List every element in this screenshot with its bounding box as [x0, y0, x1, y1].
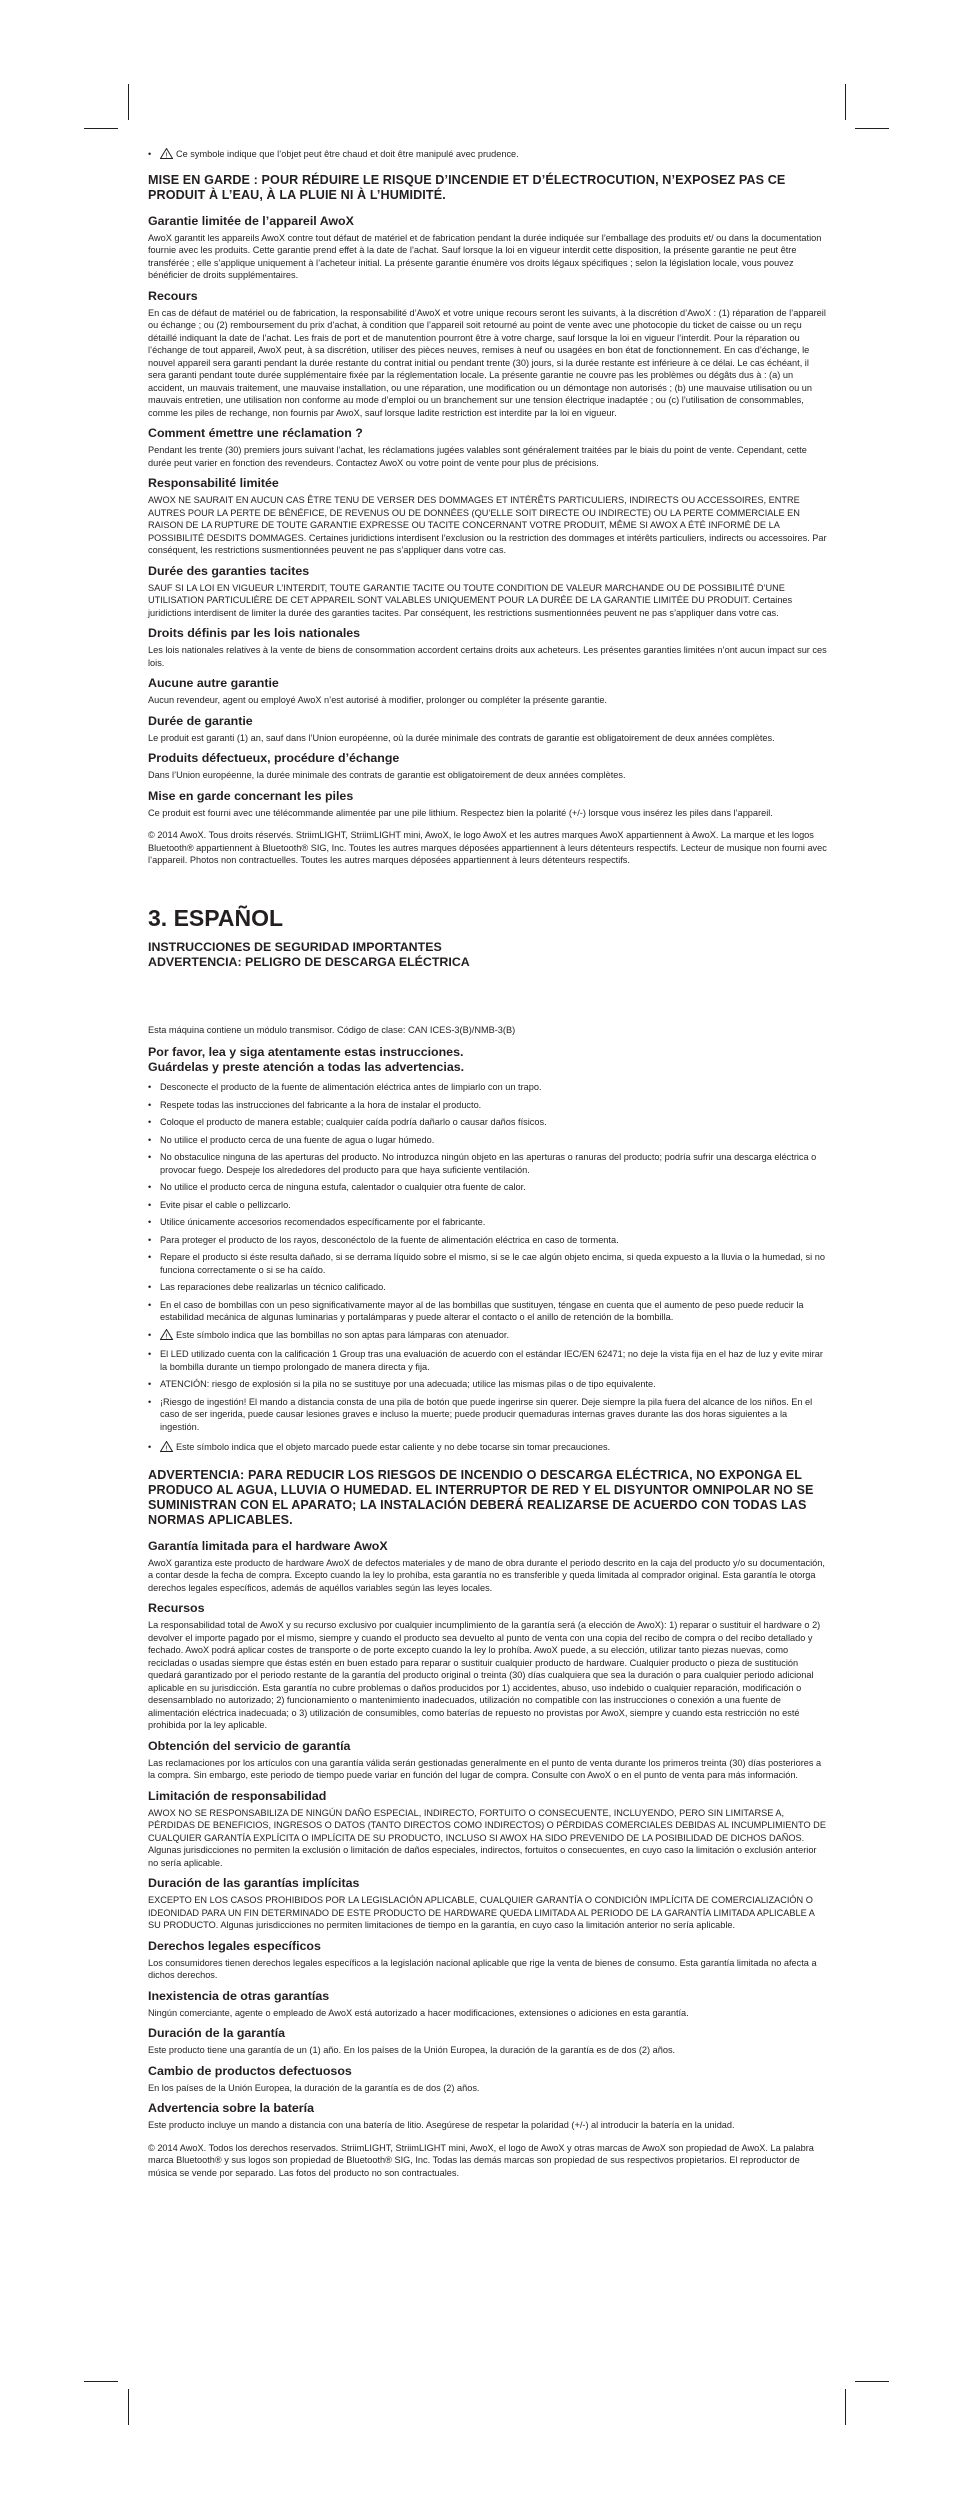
- list-item: • Las reparaciones debe realizarlas un técnico calificado.: [148, 1281, 828, 1294]
- fr-sections: [148, 214, 828, 820]
- section-heading: Comment émettre une réclamation ?: [148, 426, 363, 440]
- warning-triangle-icon: [160, 1329, 173, 1344]
- es-subtitle-1: INSTRUCCIONES DE SEGURIDAD IMPORTANTES: [148, 939, 442, 954]
- es-hot-symbol-text: Este símbolo indica que el objeto marcado puede estar caliente y no debe tocarse sin tomar precauciones.: [176, 1442, 611, 1452]
- es-lamp-symbol-text: Este símbolo indica que las bombillas no son aptas para lámparas con atenuador.: [176, 1329, 509, 1340]
- warning-triangle-icon: [160, 148, 173, 163]
- svg-text:!: • !: [165, 151, 168, 159]
- hot-symbol-note: [148, 148, 828, 163]
- section-body: Aucun revendeur, agent ou employé AwoX n’est autorisé à modifier, prolonger ou compléter la présente garantie.: [148, 695, 607, 705]
- es-sections: [148, 1539, 828, 2132]
- section-heading: Advertencia sobre la batería: [148, 2101, 314, 2115]
- es-hot-symbol-note: [148, 1441, 828, 1456]
- warranty-section: [148, 751, 828, 782]
- section-body: En cas de défaut de matériel ou de fabrication, la responsabilité d’AwoX et votre unique recours seront les suivants, à la discrétion d’AwoX : (1) réparation de l’appareil ou échange ; ou (2) remboursement du prix d’achat, à condition que l’appareil soit retourné au point de vente avec une photocopie du ticket de caisse ou un reçu détaillé indiquant la date de l’achat. Les frais de port et de manutention pourront être à votre charge, sauf lorsque la loi en vigueur l’interdit. Pour la réparation ou l’échange de tout appareil, AwoX peut, à sa discrétion, utiliser des pièces neuves, remises à neuf ou usagées en bon état de fonctionnement. En cas d’échange, le nouvel appareil sera garanti pendant la durée restante du contrat initial ou pendant trente (30) jours, si la durée restante est inférieure à ce délai. Le cas échéant, il sera garanti pendant toute durée supplémentaire fixée par la réglementation locale. La présente garantie ne couvre pas les problèmes ou dégâts dus à : (a) un accident, un mauvais traitement, une mauvaise installation, ou une réparation, une modification ou un démontage non autorisés ; (b) une mauvaise utilisation ou un mauvais entretien, une utilisation non conforme au mode d’emploi ou un branchement sur une tension électrique inadaptée ; ou (c) l’utilisation de consommables, comme les piles de rechange, non fournis par AwoX, sauf lorsque ladite restriction est interdite par la loi en vigueur.: [148, 307, 826, 418]
- es-transmitter-code: Esta máquina contiene un módulo transmisor. Código de clase: CAN ICES-3(B)/NMB-3(B): [148, 1024, 516, 1035]
- list-item: • No utilice el producto cerca de ninguna estufa, calentador o cualquier otra fuente de calor.: [148, 1181, 828, 1194]
- fr-copyright: © 2014 AwoX. Tous droits réservés. StriimLIGHT, StriimLIGHT mini, AwoX, le logo AwoX et les autres marques AwoX appartiennent à AwoX. La marque et les logos Bluetooth® appartiennent à Bluetooth® SIG, Inc. Toutes les autres marques déposées appartiennent à leurs détenteurs respectifs. Lecteur de musique non fourni avec l’appareil. Photos non contractuelles. Toutes les autres marques déposées appartiennent à leurs détenteurs respectifs.: [148, 830, 827, 865]
- section-heading: Durée des garanties tacites: [148, 563, 310, 578]
- section-body: Le produit est garanti (1) an, sauf dans l’Union européenne, où la durée minimale des contrats de garantie est obligatoirement de deux années complètes.: [148, 732, 775, 743]
- es-lamp-symbol-note: [148, 1329, 828, 1344]
- page-content: [148, 148, 828, 2179]
- list-item: • ATENCIÓN: riesgo de explosión si la pila no se sustituye por una adecuada; utilice las mismas pilas o de tipo equivalente.: [148, 1378, 828, 1391]
- section-body: La responsabilidad total de AwoX y su recurso exclusivo por cualquier incumplimiento de la garantía será (a elección de AwoX): 1) reparar o sustituir el hardware o 2) devolver el importe pagado por el mismo, siempre y cuando el producto sea devuelto al punto de venta con una copia del recibo de compra o del recibo detallado y fechado. AwoX podrá aplicar costes de transporte o de porte excepto cuando la ley lo prohíba. AwoX puede, a su elección, utilizar tanto piezas nuevas, como recicladas o usadas siempre que éstas estén en buen estado para reparar o sustituir cualquier producto de hardware. Cualquier producto o pieza de sustitución quedará garantizado por el periodo restante de la garantía del producto original o treinta (30) días cualquiera que sea la duración o para cualquier periodo adicional aplicable en su jurisdicción. Esta garantía no cubre problemas o daños producidos por 1) accidentes, abuso, uso indebido o cualquier reparación, modificación o desensamblado no autorizado; 2) funcionamiento o mantenimiento inadecuados, utilización no compatible con las instrucciones o conexión a una fuente de alimentación eléctrica inadecuada; o 3) utilización de consumibles, como baterías de repuesto no provistas por AwoX, siempre y cuando esta restricción no esté prohibida por la ley aplicable.: [148, 1620, 821, 1730]
- warranty-section: [148, 1989, 828, 2020]
- list-item: • No utilice el producto cerca de una fuente de agua o lugar húmedo.: [148, 1134, 828, 1147]
- warranty-section: [148, 2026, 828, 2057]
- list-item: • Desconecte el producto de la fuente de alimentación eléctrica antes de limpiarlo con un trapo.: [148, 1081, 828, 1094]
- section-body: EXCEPTO EN LOS CASOS PROHIBIDOS POR LA LEGISLACIÓN APLICABLE, CUALQUIER GARANTÍA O CONDICIÓN IMPLÍCITA DE COMERCIALIZACIÓN O IDEONIDAD PARA UN FIN DETERMINADO DE ESTE PRODUCTO DE HARDWARE QUEDA LIMITADA AL PERIODO DE LA GARANTÍA LIMITADA APLICABLE A SU PRODUCTO. Algunas jurisdicciones no permiten limitaciones de tiempo en la garantía, en cuyo caso la limitación anterior no sería aplicable.: [148, 1895, 815, 1930]
- list-item: • Respete todas las instrucciones del fabricante a la hora de instalar el producto.: [148, 1099, 828, 1112]
- section-title-es: 3. ESPAÑOL: [148, 904, 284, 931]
- es-subtitle-2: ADVERTENCIA: PELIGRO DE DESCARGA ELÉCTRICA: [148, 954, 470, 969]
- warranty-section: [148, 714, 828, 745]
- section-heading: Obtención del servicio de garantía: [148, 1738, 351, 1753]
- list-item: • Coloque el producto de manera estable; cualquier caída podría dañarlo o causar daños físicos.: [148, 1116, 828, 1129]
- section-heading: Aucune autre garantie: [148, 676, 279, 690]
- section-body: AwoX garantiza este producto de hardware AwoX de defectos materiales y de mano de obra durante el periodo descrito en la caja del producto y/o su documentación, a contar desde la fecha de compra. Excepto cuando la ley lo prohíba, esta garantía no es transferible y queda limitada al comprador original. Esta garantía le otorga derechos legales específicos, además de aquéllos variables según las leyes locales.: [148, 1557, 825, 1593]
- crop-mark: [855, 128, 889, 129]
- section-body: Este producto incluye un mando a distancia con una batería de litio. Asegúrese de respetar la polaridad (+/-) al introducir la batería en la unidad.: [148, 2120, 735, 2130]
- section-heading: Mise en garde concernant les piles: [148, 788, 354, 803]
- section-heading: Durée de garantie: [148, 713, 253, 728]
- section-heading: Cambio de productos defectuosos: [148, 2063, 352, 2078]
- section-body: En los países de la Unión Europea, la duración de la garantía es de dos (2) años.: [148, 2082, 480, 2093]
- crop-mark: [84, 2381, 118, 2382]
- crop-mark: [84, 128, 118, 129]
- crop-mark: [128, 84, 129, 120]
- warranty-section: [148, 476, 828, 557]
- section-body: AWOX NE SAURAIT EN AUCUN CAS ÊTRE TENU DE VERSER DES DOMMAGES ET INTÉRÊTS PARTICULIERS, INDIRECTS OU ACCESSOIRES, ENTRE AUTRES POUR LA PERTE DE BÉNÉFICE, DE REVENUS OU DE DONNÉES (QU’ELLE SOIT DIRECTE OU INDIRECTE) OU LA PERTE COMMERCIALE EN RAISON DE LA RUPTURE DE TOUTE GARANTIE EXPRESSE OU TACITE CONCERNANT VOTRE PRODUIT, MÊME SI AWOX A ÉTÉ INFORMÉ DE LA POSSIBILITÉ DESDITS DOMMAGES. Certaines juridictions interdisent l’exclusion ou la restriction des dommages et intérêts particuliers, indirects ou accessoires. Par conséquent, les restrictions susmentionnées peuvent ne pas s’appliquer dans votre cas.: [148, 495, 827, 555]
- warranty-section: [148, 1789, 828, 1870]
- section-body: Ningún comerciante, agente o empleado de AwoX está autorizado a hacer modificaciones, extensiones o adiciones en esta garantía.: [148, 2007, 689, 2018]
- list-item: • Evite pisar el cable o pellizcarlo.: [148, 1199, 828, 1212]
- es-copyright: © 2014 AwoX. Todos los derechos reservados. StriimLIGHT, StriimLIGHT mini, AwoX, el logo de AwoX y otras marcas de AwoX son propiedad de AwoX. La palabra marca Bluetooth® y sus logos son propiedad de Bluetooth® SIG, Inc. Todas las demás marcas son propiedad de sus respectivos propietarios. El reproductor de música se vende por separado. Las fotos del producto no son contractuales.: [148, 2142, 814, 2178]
- warranty-section: [148, 676, 828, 707]
- section-heading: Droits définis par les lois nationales: [148, 626, 361, 640]
- list-item: • ¡Riesgo de ingestión! El mando a distancia consta de una pila de botón que puede ingerirse sin querer. Deje siempre la pila fuera del alcance de los niños. En el caso de ser ingerida, puede causar lesiones graves e incluso la muerte; puede producir quemaduras internas graves durante las dos horas siguientes a la ingestión.: [148, 1396, 828, 1434]
- crop-mark: [855, 2381, 889, 2382]
- section-body: Los consumidores tienen derechos legales específicos a la legislación nacional aplicable que rige la venta de bienes de consumo. Esta garantía limitada no afecta a dichos derechos.: [148, 1957, 817, 1980]
- warranty-section: [148, 1876, 828, 1932]
- section-heading: Garantía limitada para el hardware AwoX: [148, 1538, 388, 1553]
- es-warning: ADVERTENCIA: PARA REDUCIR LOS RIESGOS DE INCENDIO O DESCARGA ELÉCTRICA, NO EXPONGA EL PRODUCO AL AGUA, LLUVIA O HUMEDAD. EL INTERRUPTOR DE RED Y EL DISYUNTOR OMNIPOLAR NO SE SUMINISTRAN CON EL APARATO; LA INSTALACIÓN DEBERÁ REALIZARSE DE ACUERDO CON TODAS LAS NORMAS APLICABLES.: [148, 1467, 814, 1527]
- warranty-section: [148, 1539, 828, 1595]
- section-body: AWOX NO SE RESPONSABILIZA DE NINGÚN DAÑO ESPECIAL, INDIRECTO, FORTUITO O CONSECUENTE, INCLUYENDO, PERO SIN LIMITARSE A, PÉRDIDAS DE BENEFICIOS, INGRESOS O DATOS (TANTO DIRECTOS COMO INDIRECTOS) O PÉRDIDAS COMERCIALES DEBIDAS AL INCUMPLIMIENTO DE CUALQUIER GARANTÍA EXPLÍCITA O IMPLÍCITA DE SU PRODUCTO, INCLUSO SI AWOX HA SIDO PREVENIDO DE LA POSIBILIDAD DE DICHOS DAÑOS. Algunas jurisdicciones no permiten la exclusión o limitación de daños especiales, indirectos, fortuitos o consecuentes, en cuyo caso la limitación o exclusión anterior no sería aplicable.: [148, 1807, 826, 1868]
- section-heading: Produits défectueux, procédure d’échange: [148, 751, 400, 765]
- crop-mark: [845, 2389, 846, 2425]
- section-body: Este producto tiene una garantía de un (1) año. En los países de la Unión Europea, la duración de la garantía es de dos (2) años.: [148, 2045, 676, 2055]
- svg-text:!: • !: [165, 1331, 168, 1340]
- section-body: Las reclamaciones por los artículos con una garantía válida serán gestionadas generalmente en el punto de venta durante los primeros treinta (30) días posteriores a la compra. Sin embargo, este periodo de tiempo puede variar en función del lugar de compra. Consulte con AwoX o en el punto de venta para más información.: [148, 1757, 822, 1780]
- warranty-section: [148, 289, 828, 420]
- list-item: • Repare el producto si éste resulta dañado, si se derrama líquido sobre el mismo, si se le cae algún objeto encima, si queda expuesto a la lluvia o la humedad, si no funciona correctamente o si se ha caído.: [148, 1251, 828, 1276]
- section-heading: Limitación de responsabilidad: [148, 1788, 327, 1803]
- section-heading: Responsabilité limitée: [148, 476, 279, 490]
- section-heading: Inexistencia de otras garantías: [148, 1988, 330, 2003]
- crop-mark: [128, 2389, 129, 2425]
- list-item: • No obstaculice ninguna de las aperturas del producto. No introduzca ningún objeto en las aperturas o ranuras del producto; podría sufrir una descarga eléctrica o provocar fuego. Despeje los alrededores del producto para que haya suficiente ventilación.: [148, 1151, 828, 1176]
- hot-symbol-text: Ce symbole indique que l’objet peut être chaud et doit être manipulé avec prudence.: [176, 149, 519, 159]
- es-keep-instructions: Guárdelas y preste atención a todas las advertencias.: [148, 1060, 465, 1074]
- list-item: • Utilice únicamente accesorios recomendados específicamente por el fabricante.: [148, 1216, 828, 1229]
- es-safety-list: [148, 1081, 828, 1324]
- section-body: AwoX garantit les appareils AwoX contre tout défaut de matériel et de fabrication pendant la durée indiquée sur l’emballage des produits et/ ou dans la documentation fournie avec les produits. Cette garantie prend effet à la date de l’achat. Sauf lorsque la loi en vigueur interdit cette disposition, la présente garantie ne peut être transférée ; elle s’applique uniquement à l’acheteur initial. La présente garantie énumère vos droits légaux spécifiques ; selon la législation locale, vous pouvez bénéficier de droits supplémentaires.: [148, 232, 822, 280]
- warranty-section: [148, 2064, 828, 2095]
- section-body: Ce produit est fourni avec une télécommande alimentée par une pile lithium. Respectez bien la polarité (+/-) lorsque vous insérez les piles dans l’appareil.: [148, 807, 773, 818]
- warranty-section: [148, 214, 828, 282]
- section-heading: Duración de las garantías implícitas: [148, 1876, 360, 1890]
- section-heading: Recursos: [148, 1601, 205, 1615]
- warranty-section: [148, 1939, 828, 1982]
- svg-text:!: • !: [165, 1444, 168, 1452]
- warranty-section: [148, 1601, 828, 1732]
- section-heading: Garantie limitée de l’appareil AwoX: [148, 213, 354, 228]
- section-heading: Duración de la garantía: [148, 2026, 286, 2040]
- warranty-section: [148, 2101, 828, 2132]
- list-item: • El LED utilizado cuenta con la calificación 1 Group tras una evaluación de acuerdo con el estándar IEC/EN 62471; no deje la vista fija en el haz de luz y evite mirar la bombilla durante un tiempo prolongado de manera directa y fija.: [148, 1348, 828, 1373]
- section-heading: Recours: [148, 288, 198, 303]
- section-body: Pendant les trente (30) premiers jours suivant l’achat, les réclamations jugées valables sont généralement traitées par le biais du point de vente. Cependant, cette durée peut varier en fonction des revendeurs. Contactez AwoX ou votre point de vente pour plus de précisions.: [148, 445, 807, 468]
- warranty-section: [148, 789, 828, 820]
- section-heading: Derechos legales específicos: [148, 1938, 321, 1953]
- list-item: • Para proteger el producto de los rayos, desconéctolo de la fuente de alimentación eléctrica en caso de tormenta.: [148, 1234, 828, 1247]
- section-body: Dans l’Union européenne, la durée minimale des contrats de garantie est obligatoirement de deux années complètes.: [148, 770, 626, 780]
- list-item: • En el caso de bombillas con un peso significativamente mayor al de las bombillas que sustituyen, téngase en cuenta que el aumento de peso puede reducir la estabilidad mecánica de algunas luminarias y portalámparas y puede alterar el contacto o el anillo de retención de la bombilla.: [148, 1299, 828, 1324]
- warranty-section: [148, 626, 828, 669]
- section-body: Les lois nationales relatives à la vente de biens de consommation accordent certains droits aux acheteurs. Les présentes garanties limitées n’ont aucun impact sur ces lois.: [148, 645, 827, 668]
- warranty-section: [148, 564, 828, 620]
- fr-warning: MISE EN GARDE : POUR RÉDUIRE LE RISQUE D’INCENDIE ET D’ÉLECTROCUTION, N’EXPOSEZ PAS CE PRODUIT À L’EAU, À LA PLUIE NI À L’HUMIDITÉ.: [148, 172, 786, 202]
- warranty-section: [148, 426, 828, 469]
- section-body: SAUF SI LA LOI EN VIGUEUR L’INTERDIT, TOUTE GARANTIE TACITE OU TOUTE CONDITION DE VALEUR MARCHANDE OU DE POSSIBILITÉ D’UNE UTILISATION PARTICULIÈRE DE CET APPAREIL SONT VALABLES UNIQUEMENT POUR LA DURÉE DE LA GARANTIE LIMITÉE DU PRODUIT. Certaines juridictions interdisent de limiter la durée des garanties tacites. Par conséquent, les restrictions susmentionnées peuvent ne pas s’appliquer dans votre cas.: [148, 582, 793, 618]
- warning-triangle-icon: [160, 1441, 173, 1456]
- crop-mark: [845, 84, 846, 120]
- es-read-instructions: Por favor, lea y siga atentamente estas instrucciones.: [148, 1045, 464, 1059]
- es-safety-list-2: [148, 1348, 828, 1433]
- warranty-section: [148, 1739, 828, 1782]
